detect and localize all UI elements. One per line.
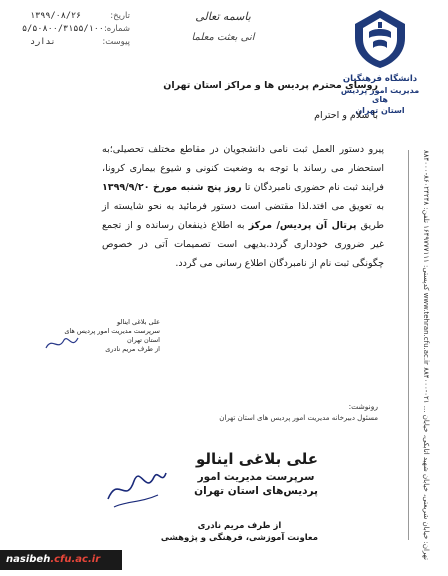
number-value: ۵/۵۰۸۰۰/۳۱۵۵/۱۰۰ <box>22 24 104 34</box>
watermark-part1: nasibeh <box>6 554 51 565</box>
logo-title: دانشگاه فرهنگیان <box>342 74 418 84</box>
signatory-name: علی بلاغی اینالو <box>196 450 318 468</box>
contact-strip-text: تهران: خیابان شریعتی، خیابان شهید اتابکی، خیابان ... ۰۲۱-۸۸۴۰۰۰ www.tehran.cfu.ac.ir کدپستی: ۱۶۴۹۷۷۷۱۱۱ تلفن: ۸۶۰۲۴۲۴۸-۸۸۴۰۰۰ <box>422 150 430 560</box>
body-post: به اطلاع ذینفعان رسانده و از تجمع غیر ضروری خودداری گردد.بدیهی است تصمیمات آتی در خصوص چگونگی ثبت نام از نامبردگان اطلاع رسانی می گردد. <box>102 220 384 269</box>
logo-unit-line2: استان تهران <box>355 106 405 115</box>
signature-scribble-icon <box>100 455 170 515</box>
header-subtitle: انی بعثت معلما <box>191 32 255 43</box>
date-value: ۱۳۹۹/۰۸/۲۶ <box>30 11 82 21</box>
stamp-name: علی بلاغی اینالو <box>117 318 160 326</box>
signature-by-line2: معاونت آموزشی، فرهنگی و پژوهشی <box>160 533 318 543</box>
stamp-by: از طرف مریم نادری <box>105 345 160 353</box>
number-label: شماره: <box>103 24 130 34</box>
stamp-role: سرپرست مدیریت امور پردیس های استان تهران <box>64 327 160 344</box>
signatory-role-line2: پردیس‌های استان تهران <box>194 485 318 497</box>
date-row <box>30 10 130 23</box>
letter-body <box>102 140 384 273</box>
attachment-label: پیوست: <box>102 37 130 47</box>
side-divider <box>408 150 409 540</box>
greeting: با سلام و احترام <box>314 110 378 121</box>
attachment-row <box>30 36 130 49</box>
university-emblem-icon <box>351 8 409 70</box>
addressee: روسای محترم پردیس ها و مراکز استان تهران <box>163 80 378 91</box>
contact-strip <box>414 150 434 560</box>
university-logo <box>334 8 426 115</box>
watermark-banner <box>0 550 122 570</box>
body-bold-date: روز پنج شنبه مورخ ۱۳۹۹/۹/۲۰ <box>102 182 242 193</box>
bismillah-heading: باسمه تعالی <box>195 10 251 23</box>
body-pre: پیرو دستور العمل ثبت نامی دانشجویان در مقاطع مختلف تحصیلی؛به استحضار می رساند با توجه به وضعیت کنونی و شیوع بیماری کرونا، فرایند ثبت نام حضوری نامبردگان تا <box>102 144 384 193</box>
body-mid: به تعویق می افتد.لذا مقتضی است دستور فرمائید به نحو شایسته از طریق <box>102 201 384 231</box>
signatory-role-line1: سرپرست مدیریت امور <box>197 471 315 483</box>
signature-by-line1: از طرف مریم نادری <box>197 521 282 531</box>
signatory-role <box>194 470 318 498</box>
signature-by <box>161 520 318 544</box>
letter-meta <box>22 10 130 49</box>
number-row <box>22 23 130 36</box>
cc-label: رونوشت: <box>348 402 378 411</box>
logo-unit-line1: مدیریت امور پردیس های <box>340 86 420 104</box>
attachment-value: ندارد <box>30 37 56 47</box>
body-bold-portal: پرتال آن پردیس/ مرکز <box>248 220 357 231</box>
watermark-part2: .cfu.ac.ir <box>50 554 101 565</box>
date-label: تاریخ: <box>110 11 130 21</box>
cc-recipient: مسئول دبیرخانه مدیریت امور پردیس های استان تهران <box>219 414 378 422</box>
small-signature-scribble-icon <box>42 330 82 356</box>
